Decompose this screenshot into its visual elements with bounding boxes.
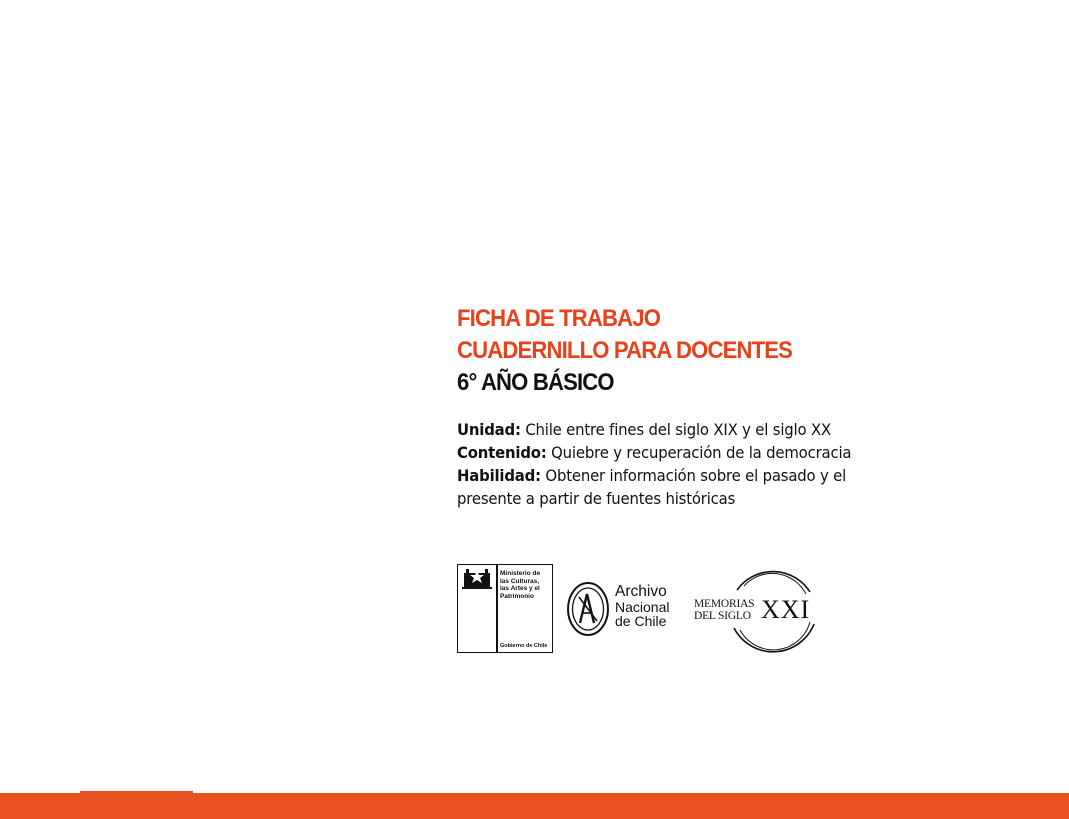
meta-block	[457, 418, 897, 510]
logos-row	[457, 563, 837, 658]
habilidad-label: Habilidad:	[457, 466, 541, 485]
memorias-xxi: XXI	[761, 595, 811, 624]
meta-unidad	[457, 418, 866, 441]
meta-contenido	[457, 441, 866, 464]
ministerio-text: Ministerio de las Culturas, las Artes y el Patrimonio	[500, 570, 541, 600]
memorias-line2: DEL SIGLO	[694, 610, 751, 622]
memorias-text	[694, 598, 754, 622]
habilidad-value: Obtener información sobre el pasado y el	[540, 466, 847, 485]
archivo-nacional-logo	[567, 581, 687, 637]
contenido-value: Quiebre y recuperación de la democracia	[546, 443, 852, 462]
coat-of-arms-icon	[460, 567, 494, 593]
title-block	[457, 303, 977, 399]
gobierno-text: Gobierno de Chile	[500, 643, 548, 649]
archivo-emblem-icon	[567, 581, 611, 637]
archivo-line3: de Chile	[615, 613, 667, 629]
archivo-line1: Archivo	[615, 583, 667, 600]
memorias-logo	[692, 564, 822, 654]
meta-habilidad	[457, 464, 866, 487]
memorias-line1: MEMORIAS	[694, 598, 755, 610]
title-cuadernillo: CUADERNILLO PARA DOCENTES	[457, 337, 793, 364]
ministerio-logo	[457, 564, 553, 653]
title-ficha: FICHA DE TRABAJO	[457, 305, 661, 332]
bottom-bar	[0, 793, 1069, 819]
archivo-text	[615, 585, 669, 629]
unidad-value: Chile entre fines del siglo XIX y el siglo XX	[520, 420, 831, 439]
unidad-label: Unidad:	[457, 420, 521, 439]
meta-habilidad-cont: presente a partir de fuentes históricas	[457, 489, 736, 508]
title-grade: 6° AÑO BÁSICO	[457, 369, 614, 396]
gov-divider	[496, 565, 498, 652]
archivo-line2: Nacional	[615, 598, 670, 615]
contenido-label: Contenido:	[457, 443, 547, 462]
